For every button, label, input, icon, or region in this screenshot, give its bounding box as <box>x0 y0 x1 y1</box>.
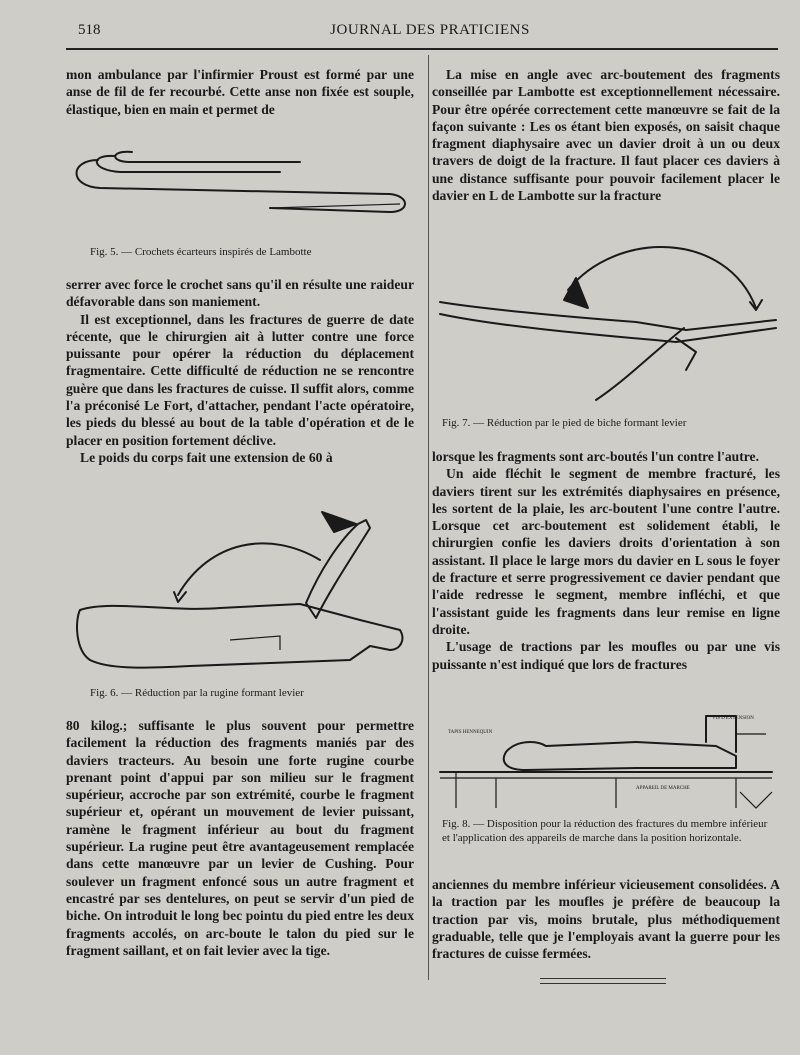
figure-6-caption: Fig. 6. — Réduction par la rugine formant levier <box>90 687 304 699</box>
figure-6 <box>70 500 410 680</box>
figure-7 <box>436 230 776 410</box>
figure-5-drawing <box>70 140 410 240</box>
left-paragraph-5: 80 kilog.; suffisante le plus souvent pour permettre facilement la réduction des fragments maniés par des daviers tracteurs. Au besoin une forte rugine courbe prenant point d'appui par son milieu sur le fragment supérieur, accroche par son extrémité, courbe le fragment supérieur et, opérant un mouvement de levier puissant, ramène le fragment inférieur au bout du fragment supérieur. La rugine peut être avantageusement remplacée dans cette manœuvre par un levier de Cushing. Pour soulever un fragment enfoncé sous un autre fragment et encastré par ses dentelures, on peut se servir d'un pied de biche. On introduit le long bec pointu du pied entre les deux fragments accolés, on arc-boute le talon du pied sur le fragment saillant, et on fait levier avec la tige. <box>66 718 414 958</box>
right-paragraph-3: Un aide fléchit le segment de membre fracturé, les daviers tirent sur les extrémités diaphysaires en présence, les sortent de la plaie, les arc-boutent l'une contre l'autre. Lorsque cet arc-boutement est solidement établi, le chirurgien confie les daviers droits d'orientation à son assistant. Il place le large mors du davier en L sous le foyer de fracture et serre progressivement ce davier pendant que l'aide redresse le segment, membre infléchi, et que l'assistant guide les fragments dans leur remise en ligne droite. <box>432 466 780 637</box>
figure-6-drawing <box>70 500 410 680</box>
figure-8-caption: Fig. 8. — Disposition pour la réduction des fractures du membre inférieur et l'application des appareils de marche dans la position horizontale. <box>442 818 768 844</box>
page-header <box>0 22 800 46</box>
figure-7-caption-block <box>442 416 776 430</box>
page-number: 518 <box>78 22 101 38</box>
left-paragraph-3: Il est exceptionnel, dans les fractures de guerre de date récente, que le chirurgien ait à lutter contre une force puissante pour opérer la réduction du déplacement fragmentaire. Cette difficulté de réduction ne se rencontre guère que dans les fractures de cuisse. Il suffit alors, comme l'a préconisé Le Fort, d'attacher, pendant l'acte opératoire, les pieds du blessé au bout de la table d'opération et de le placer en position fortement déclive. <box>66 311 414 448</box>
right-text-block-2 <box>432 448 780 673</box>
right-text-block-1 <box>432 66 780 204</box>
header-rule <box>66 48 778 50</box>
figure-8-caption-block <box>442 817 776 845</box>
figure-5-caption: Fig. 5. — Crochets écarteurs inspirés de Lambotte <box>90 246 312 258</box>
figure-8-label-right: VIS D'EXTENSION <box>712 716 754 721</box>
right-paragraph-4: L'usage de tractions par les moufles ou par une vis puissante n'est indiqué que lors de fractures <box>432 639 780 672</box>
right-paragraph-5: anciennes du membre inférieur vicieusement consolidées. A la traction par les moufles je préfère de beaucoup la traction par vis, moins brutale, plus méthodiquement graduable, telle que je l'employais avant la guerre pour les fractures de cuisse fermées. <box>432 877 780 962</box>
right-text-block-3 <box>432 876 780 962</box>
figure-5 <box>70 140 410 240</box>
figure-5-caption-block <box>90 245 410 259</box>
left-paragraph-4: Le poids du corps fait une extension de 60 à <box>80 449 333 465</box>
journal-title: JOURNAL DES PRATICIENS <box>330 22 530 38</box>
figure-7-drawing <box>436 230 776 410</box>
figure-7-caption: Fig. 7. — Réduction par le pied de biche formant levier <box>442 417 687 429</box>
left-paragraph-2: serrer avec force le crochet sans qu'il en résulte une raideur défavorable dans son maniement. <box>66 277 414 310</box>
left-paragraph-1-block <box>66 66 414 118</box>
figure-8 <box>436 712 776 812</box>
end-rule-top <box>540 978 666 979</box>
right-paragraph-2: lorsque les fragments sont arc-boutés l'un contre l'autre. <box>432 449 759 464</box>
left-text-block-3 <box>66 717 414 959</box>
figure-8-label-left: TAPIS HENNEQUIN <box>448 730 493 735</box>
figure-6-caption-block <box>90 686 410 700</box>
column-divider <box>428 55 429 980</box>
left-text-block-2 <box>66 276 414 466</box>
right-paragraph-1: La mise en angle avec arc-boutement des fragments conseillée par Lambotte est exceptionnellement nécessaire. Pour être opérée correctement cette manœuvre se fait de la façon suivante : Les os étant bien exposés, on saisit chaque fragment diaphysaire avec un davier droit à un ou deux travers de doigt de la fracture. Il faut placer ces daviers à une distance suffisante pour pouvoir facilement placer le davier en L de Lambotte sur la fracture <box>432 67 780 204</box>
end-rule-bottom <box>540 983 666 984</box>
figure-8-label-bottom: APPAREIL DE MARCHE <box>636 786 690 791</box>
left-paragraph-1: mon ambulance par l'infirmier Proust est formé par une anse de fil de fer recourbé. Cette anse non fixée est souple, élastique, bien en main et permet de <box>66 67 414 117</box>
